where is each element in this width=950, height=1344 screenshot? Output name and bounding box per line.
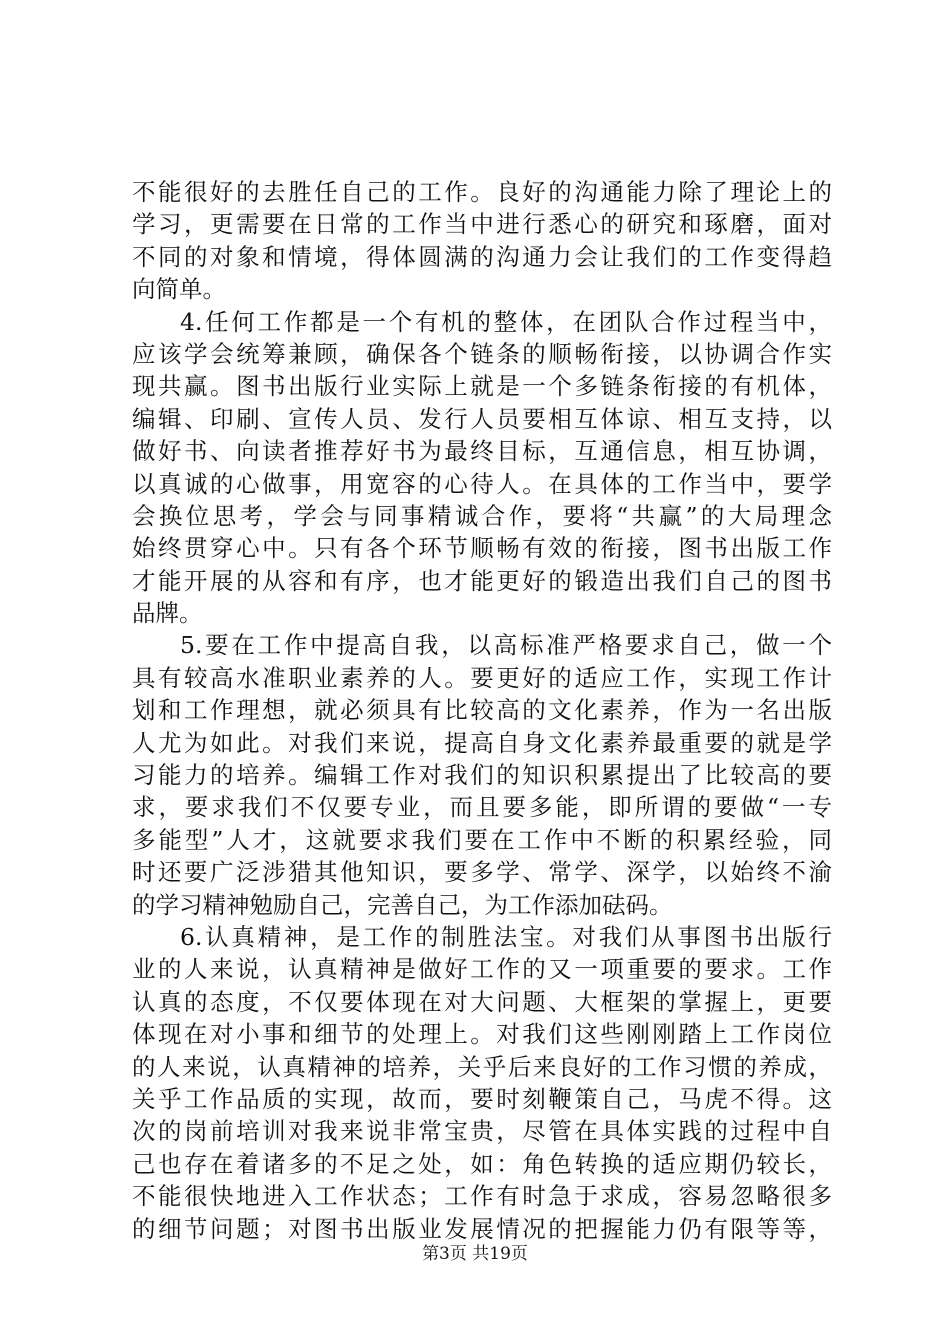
text-line: 向简单。 — [132, 275, 226, 304]
text-line: 己也存在着诸多的不足之处，如：角色转换的适应期仍较长， — [132, 1149, 832, 1178]
text-line: 不同的对象和情境，得体圆满的沟通力会让我们的工作变得趋 — [132, 242, 832, 271]
text-line: 不能很快地进入工作状态；工作有时急于求成，容易忽略很多 — [132, 1182, 832, 1211]
text-line: 的人来说，认真精神的培养，关乎后来良好的工作习惯的养成， — [132, 1052, 832, 1081]
text-line: 求，要求我们不仅要专业，而且要多能，即所谓的要做“一专 — [132, 793, 832, 822]
text-line: 才能开展的从容和有序，也才能更好的锻造出我们自己的图书 — [132, 566, 832, 595]
body-text — [132, 176, 832, 1245]
text-line: 划和工作理想，就必须具有比较高的文化素养，作为一名出版 — [132, 696, 832, 725]
text-line: 多能型”人才，这就要求我们要在工作中不断的积累经验，同 — [132, 825, 832, 854]
text-line: 业的人来说，认真精神是做好工作的又一项重要的要求。工作 — [132, 955, 832, 984]
text-line: 以真诚的心做事，用宽容的心待人。在具体的工作当中，要学 — [132, 469, 832, 498]
text-line: 次的岗前培训对我来说非常宝贵，尽管在具体实践的过程中自 — [132, 1117, 832, 1146]
text-line: 应该学会统筹兼顾，确保各个链条的顺畅衔接，以协调合作实 — [132, 339, 832, 368]
text-line: 不能很好的去胜任自己的工作。良好的沟通能力除了理论上的 — [132, 178, 832, 206]
text-line: 4.任何工作都是一个有机的整体，在团队合作过程当中， — [180, 307, 832, 336]
text-line: 现共赢。图书出版行业实际上就是一个多链条衔接的有机体， — [132, 372, 832, 401]
text-line: 认真的态度，不仅要体现在对大问题、大框架的掌握上，更要 — [132, 987, 832, 1016]
text-line: 人尤为如此。对我们来说，提高自身文化素养最重要的就是学 — [132, 728, 832, 757]
text-line: 品牌。 — [132, 599, 203, 628]
text-line: 5.要在工作中提高自我，以高标准严格要求自己，做一个 — [180, 631, 832, 660]
text-line: 的学习精神勉励自己，完善自己，为工作添加砝码。 — [132, 890, 673, 919]
text-line: 6.认真精神，是工作的制胜法宝。对我们从事图书出版行 — [180, 922, 832, 951]
text-line: 会换位思考，学会与同事精诚合作，要将“共赢”的大局理念 — [132, 501, 832, 530]
text-line: 学习，更需要在日常的工作当中进行悉心的研究和琢磨，面对 — [132, 210, 832, 239]
text-line: 始终贯穿心中。只有各个环节顺畅有效的衔接，图书出版工作 — [132, 534, 832, 563]
text-line: 做好书、向读者推荐好书为最终目标，互通信息，相互协调， — [132, 437, 832, 466]
text-line: 具有较高水准职业素养的人。要更好的适应工作，实现工作计 — [132, 663, 832, 692]
text-line: 的细节问题；对图书出版业发展情况的把握能力仍有限等等， — [132, 1214, 832, 1243]
text-line: 习能力的培养。编辑工作对我们的知识积累提出了比较高的要 — [132, 761, 832, 790]
page-number-footer: 第3页 共19页 — [422, 1244, 528, 1264]
text-line: 编辑、印刷、宣传人员、发行人员要相互体谅、相互支持，以 — [132, 404, 832, 433]
text-line: 关乎工作品质的实现，故而，要时刻鞭策自己，马虎不得。这 — [132, 1084, 832, 1113]
text-line: 体现在对小事和细节的处理上。对我们这些刚刚踏上工作岗位 — [132, 1020, 832, 1049]
text-line: 时还要广泛涉猎其他知识，要多学、常学、深学，以始终不渝 — [132, 858, 832, 887]
